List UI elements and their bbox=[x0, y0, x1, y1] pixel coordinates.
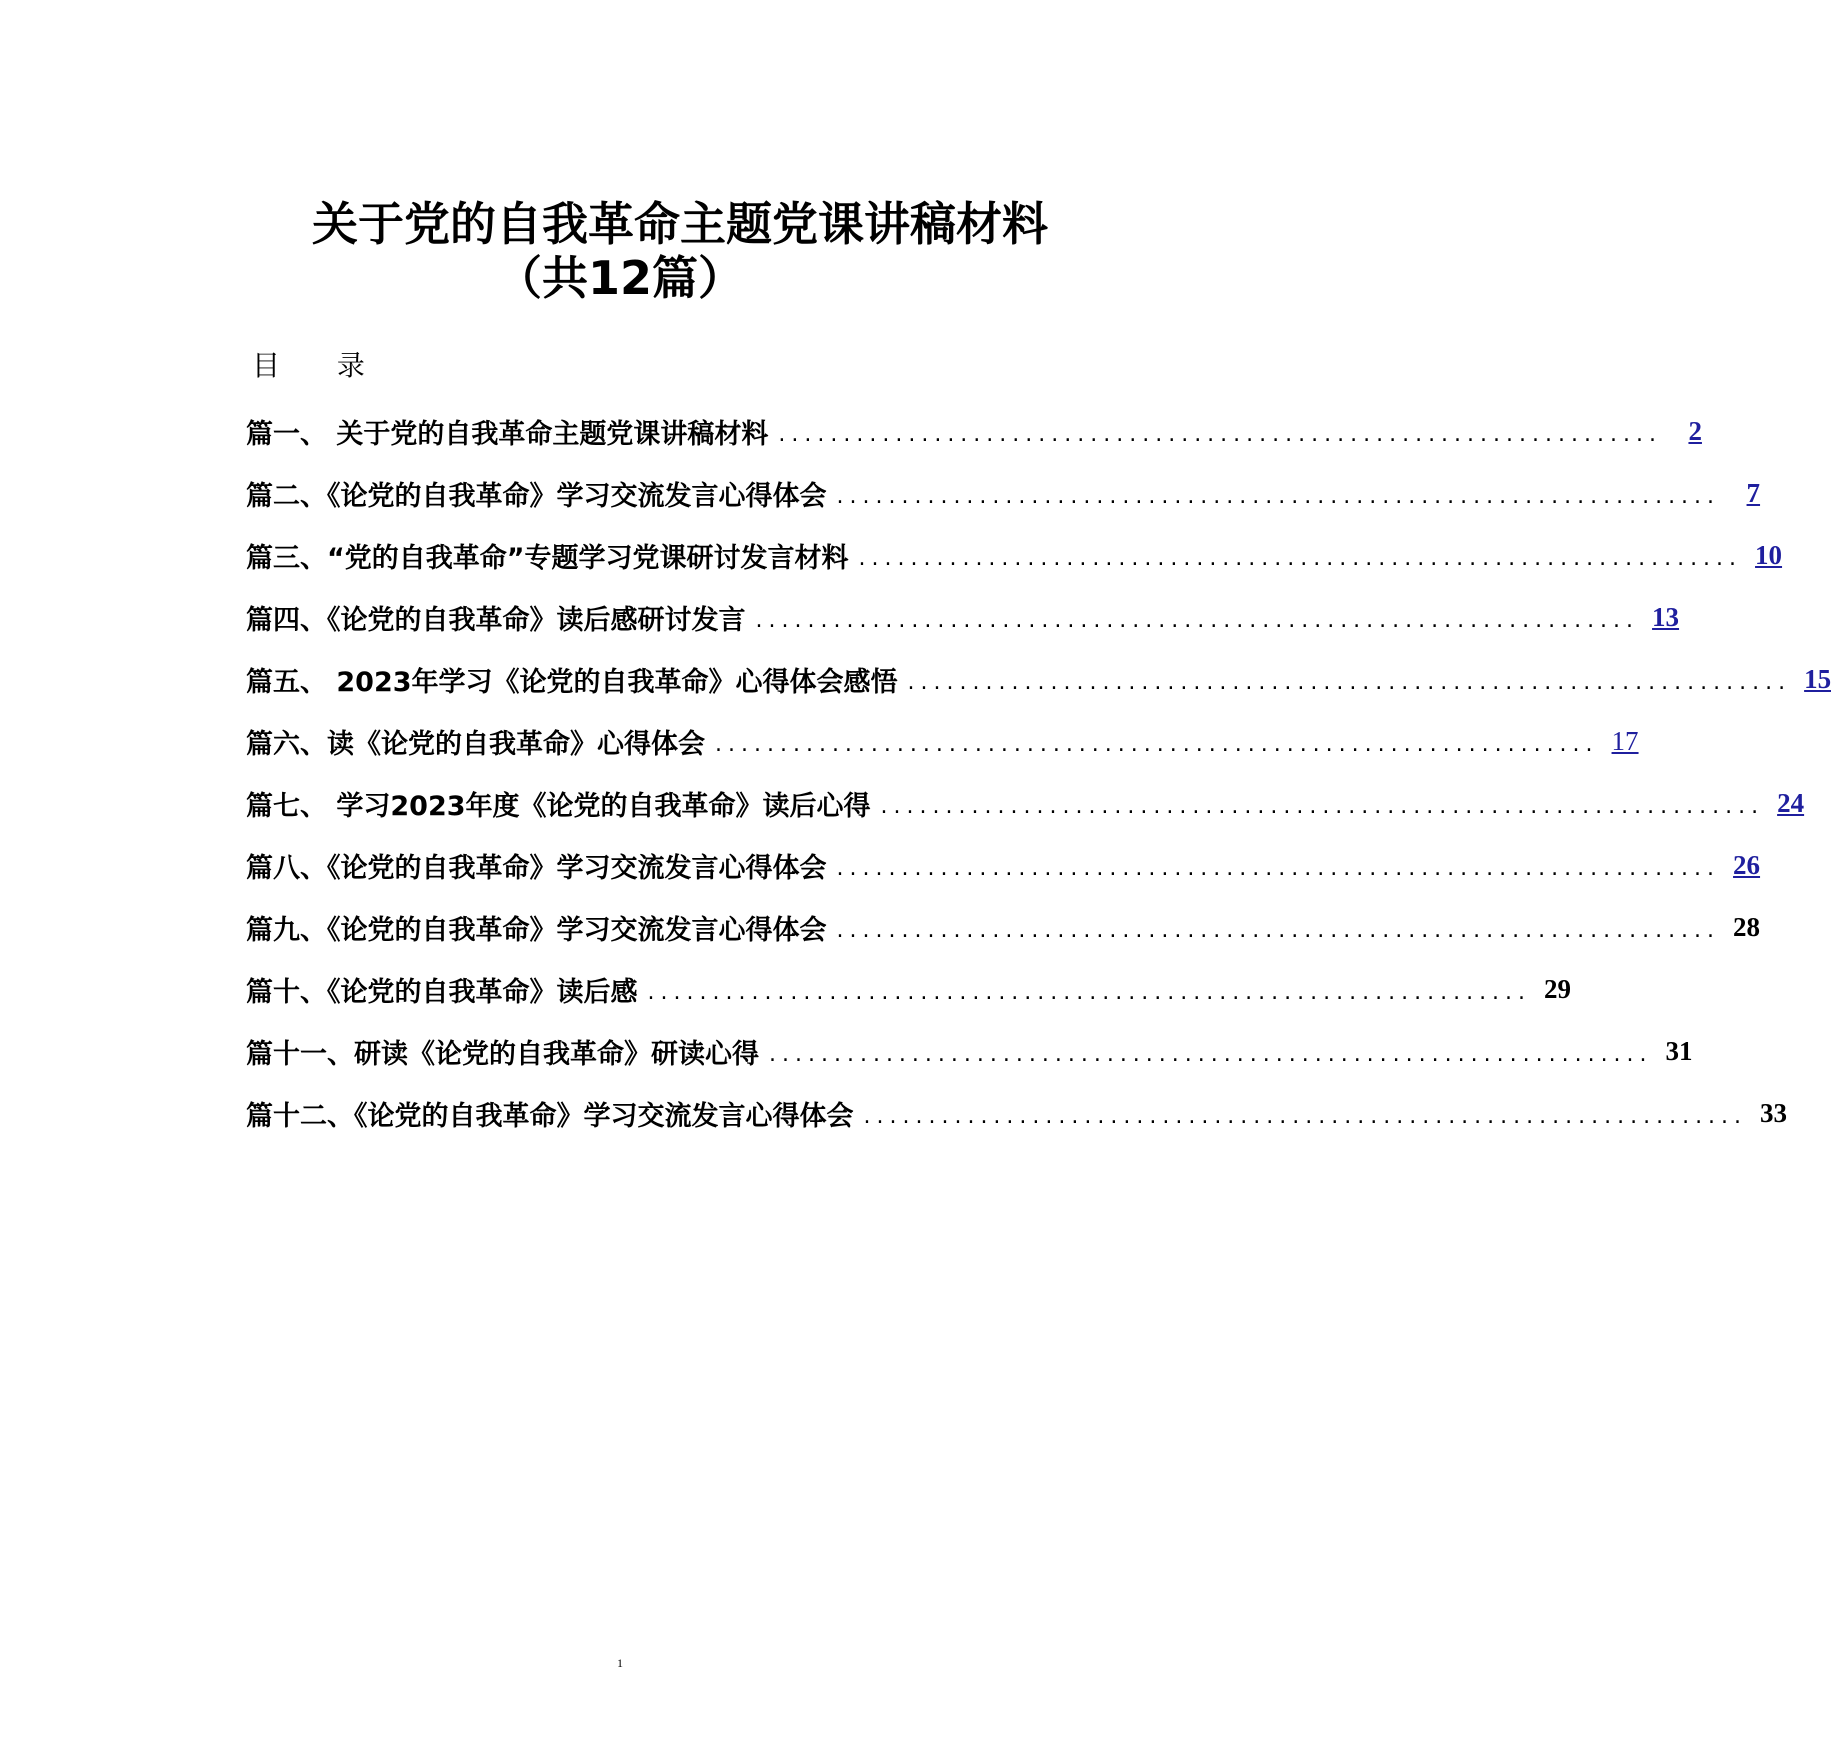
document-subtitle: （共12篇） bbox=[495, 251, 744, 305]
toc-dot-leader: .................................................................... bbox=[907, 669, 1792, 695]
toc-page-link[interactable]: 13 bbox=[1652, 601, 1680, 632]
toc-entry[interactable] bbox=[246, 462, 1761, 524]
toc-entry-label: 篇五、 2023年学习《论党的自我革命》心得体会感悟 bbox=[246, 666, 898, 698]
document-title: 关于党的自我革命主题党课讲稿材料 bbox=[312, 197, 1048, 251]
toc-entry[interactable] bbox=[246, 524, 1783, 586]
toc-entry-label: 篇十一、研读《论党的自我革命》研读心得 bbox=[246, 1038, 759, 1070]
toc-entry[interactable] bbox=[246, 648, 1831, 710]
toc-entry[interactable] bbox=[246, 958, 1572, 1020]
toc-dot-leader: .................................................................... bbox=[836, 483, 1721, 509]
toc-dot-leader: .................................................................... bbox=[778, 421, 1662, 447]
toc-dot-leader: .................................................................... bbox=[863, 1103, 1748, 1129]
toc-entry[interactable] bbox=[246, 1082, 1788, 1144]
toc-entry[interactable] bbox=[246, 896, 1761, 958]
toc-entry[interactable] bbox=[246, 834, 1761, 896]
toc-entry[interactable] bbox=[246, 586, 1680, 648]
toc-dot-leader: .................................................................... bbox=[647, 979, 1532, 1005]
table-of-contents bbox=[246, 400, 1831, 1144]
toc-entry-label: 篇八、《论党的自我革命》学习交流发言心得体会 bbox=[246, 852, 827, 884]
toc-page-link[interactable]: 17 bbox=[1611, 725, 1639, 756]
toc-dot-leader: .................................................................... bbox=[836, 917, 1721, 943]
toc-page-number: 33 bbox=[1760, 1097, 1788, 1128]
toc-entry-label: 篇二、《论党的自我革命》学习交流发言心得体会 bbox=[246, 480, 827, 512]
toc-entry[interactable] bbox=[246, 400, 1702, 462]
toc-heading: 目 录 bbox=[252, 349, 389, 382]
toc-dot-leader: .................................................................... bbox=[769, 1041, 1653, 1067]
toc-page-link[interactable]: 2 bbox=[1688, 415, 1702, 446]
toc-entry[interactable] bbox=[246, 772, 1805, 834]
toc-entry[interactable] bbox=[246, 1020, 1693, 1082]
toc-page-number: 28 bbox=[1733, 911, 1761, 942]
toc-page-link[interactable]: 7 bbox=[1746, 477, 1761, 508]
toc-entry-label: 篇六、读《论党的自我革命》心得体会 bbox=[246, 728, 705, 760]
toc-page-link[interactable]: 24 bbox=[1777, 787, 1805, 818]
toc-dot-leader: .................................................................... bbox=[880, 793, 1765, 819]
page-number: 1 bbox=[617, 1656, 623, 1670]
toc-page-number: 31 bbox=[1665, 1035, 1693, 1066]
toc-entry-label: 篇十二、《论党的自我革命》学习交流发言心得体会 bbox=[246, 1100, 854, 1132]
toc-entry-label: 篇一、 关于党的自我革命主题党课讲稿材料 bbox=[246, 418, 769, 450]
toc-page-number: 29 bbox=[1544, 973, 1572, 1004]
toc-entry-label: 篇三、“党的自我革命”专题学习党课研讨发言材料 bbox=[246, 542, 849, 574]
toc-dot-leader: .................................................................... bbox=[858, 545, 1743, 571]
toc-page-link[interactable]: 26 bbox=[1733, 849, 1761, 880]
toc-dot-leader: .................................................................... bbox=[836, 855, 1721, 881]
toc-entry-label: 篇九、《论党的自我革命》学习交流发言心得体会 bbox=[246, 914, 827, 946]
toc-dot-leader: .................................................................... bbox=[715, 731, 1599, 757]
toc-entry-label: 篇四、《论党的自我革命》读后感研讨发言 bbox=[246, 604, 746, 636]
toc-entry-label: 篇十、《论党的自我革命》读后感 bbox=[246, 976, 638, 1008]
toc-dot-leader: .................................................................... bbox=[755, 607, 1640, 633]
toc-entry-label: 篇七、 学习2023年度《论党的自我革命》读后心得 bbox=[246, 790, 871, 822]
toc-page-link[interactable]: 15 bbox=[1804, 663, 1831, 694]
toc-entry[interactable] bbox=[246, 710, 1639, 772]
toc-page-link[interactable]: 10 bbox=[1755, 539, 1783, 570]
